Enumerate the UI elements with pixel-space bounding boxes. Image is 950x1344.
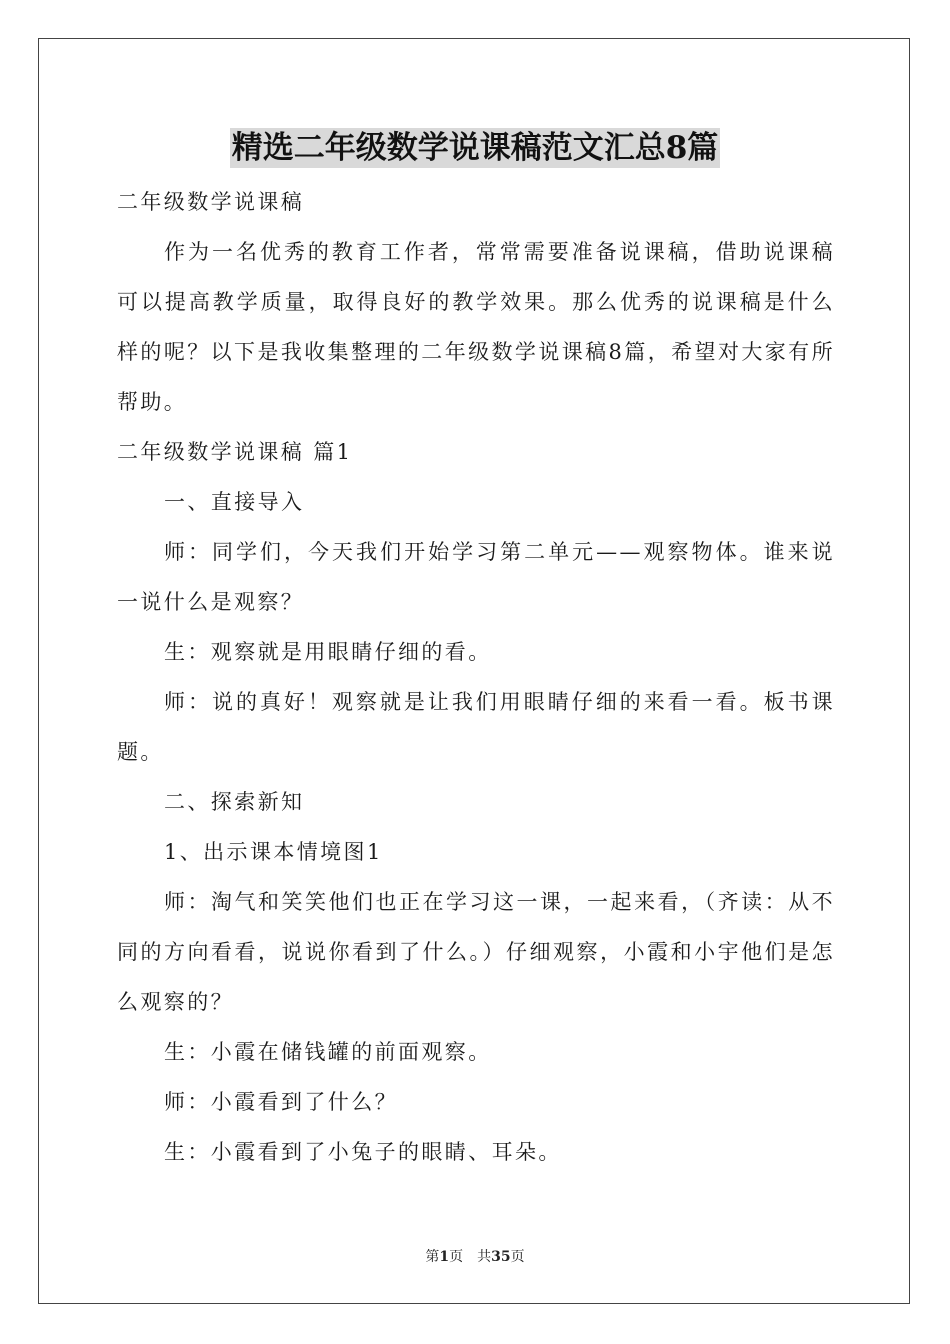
page-footer [0, 1246, 950, 1266]
document-body [117, 177, 835, 1177]
paragraph: 生：观察就是用眼睛仔细的看。 [164, 640, 492, 664]
page-total: 35 [491, 1249, 511, 1265]
title-container [0, 128, 950, 168]
paragraph: 二年级数学说课稿 [117, 190, 305, 214]
paragraph: 师：说的真好！观察就是让我们用眼睛仔细的来看一看。板书课题。 [117, 690, 835, 764]
document-title: 精选二年级数学说课稿范文汇总8篇 [231, 130, 719, 166]
paragraph: 作为一名优秀的教育工作者，常常需要准备说课稿，借助说课稿可以提高教学质量，取得良好的教学效果。那么优秀的说课稿是什么样的呢？以下是我收集整理的二年级数学说课稿8篇，希望对大家有所帮助。 [117, 240, 835, 414]
paragraph: 师：淘气和笑笑他们也正在学习这一课，一起来看，（齐读：从不同的方向看看，说说你看到了什么。）仔细观察，小霞和小宇他们是怎么观察的？ [117, 890, 835, 1014]
paragraph: 1、出示课本情境图1 [164, 840, 383, 864]
paragraph: 二、探索新知 [164, 790, 305, 814]
paragraph: 师：小霞看到了什么？ [164, 1090, 398, 1114]
total-prefix: 共 [477, 1249, 492, 1265]
section-heading: 二年级数学说课稿 篇1 [117, 440, 353, 464]
paragraph: 一、直接导入 [164, 490, 305, 514]
paragraph: 师：同学们，今天我们开始学习第二单元——观察物体。谁来说一说什么是观察？ [117, 540, 835, 614]
total-suffix: 页 [510, 1249, 525, 1265]
paragraph: 生：小霞在储钱罐的前面观察。 [164, 1040, 492, 1064]
paragraph: 生：小霞看到了小兔子的眼睛、耳朵。 [164, 1140, 562, 1164]
page-current: 1 [439, 1249, 450, 1265]
page-suffix: 页 [449, 1249, 464, 1265]
page-prefix: 第 [425, 1249, 440, 1265]
